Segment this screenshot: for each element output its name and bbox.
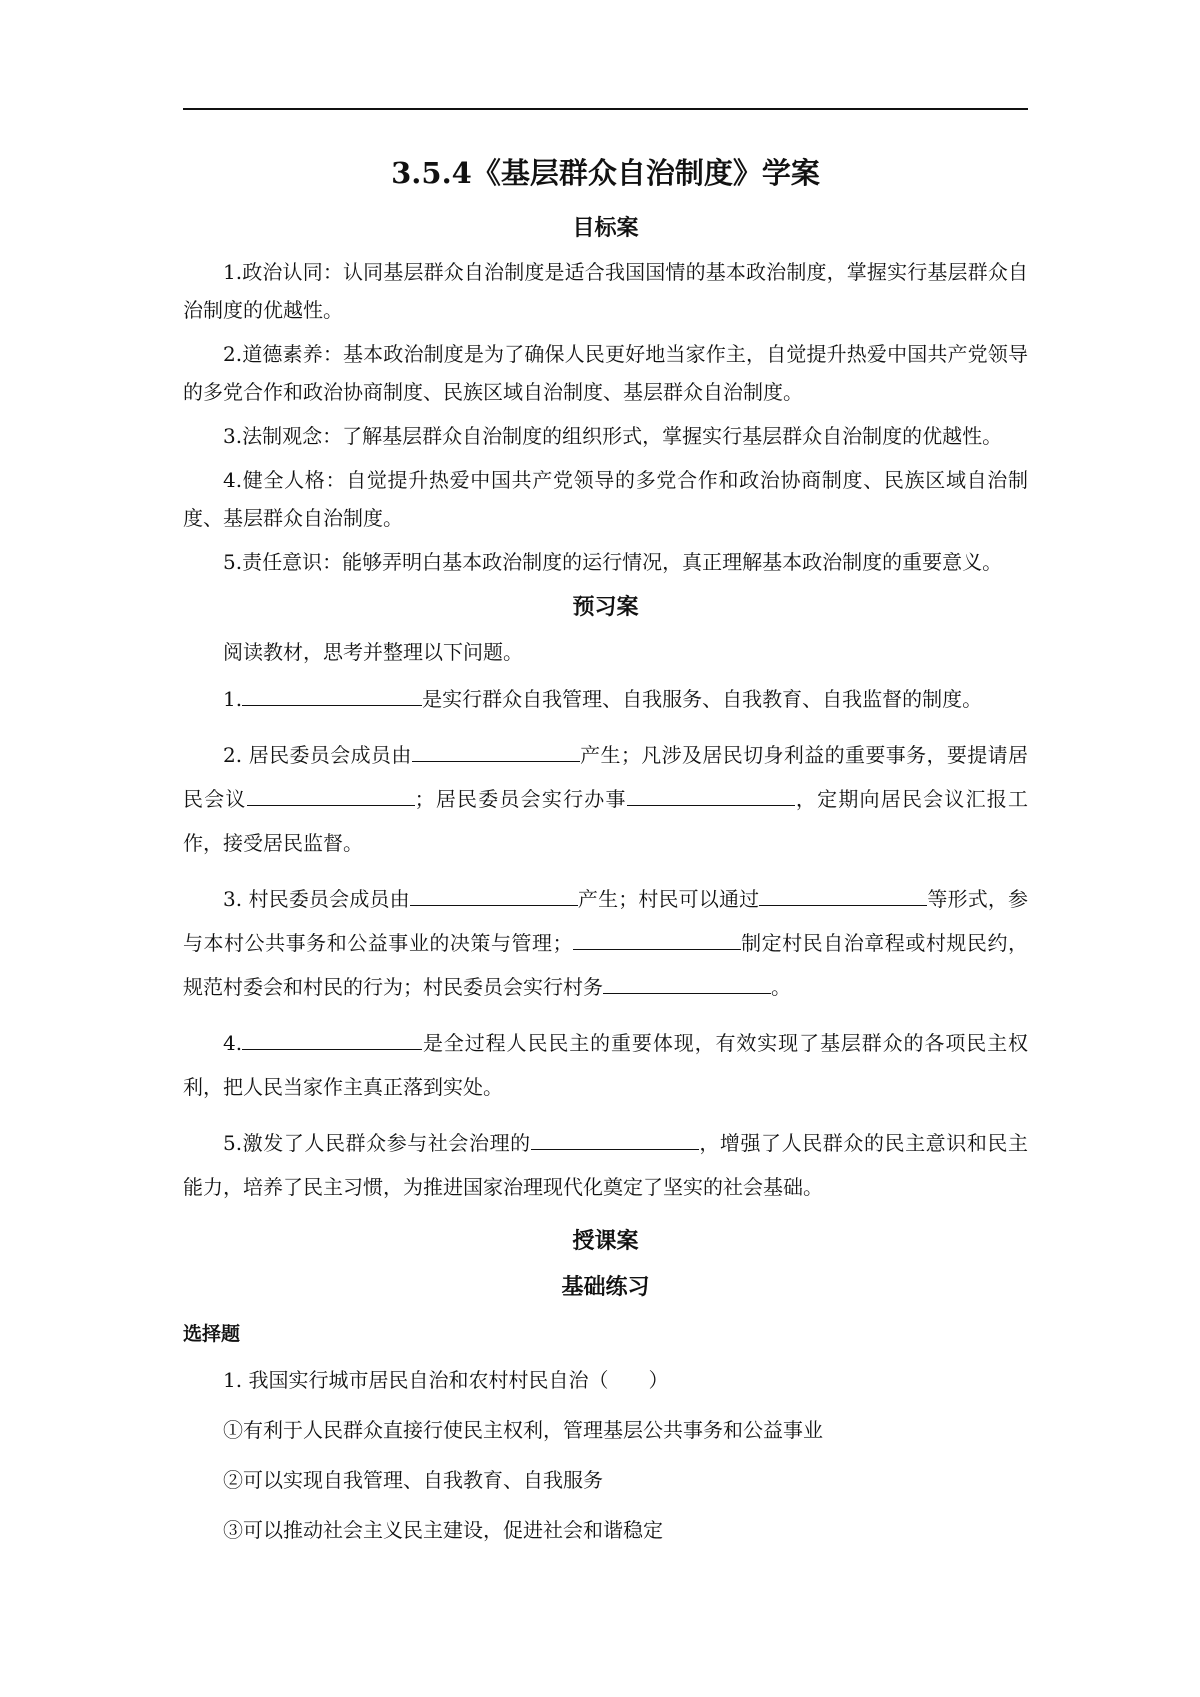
preview-question-5 xyxy=(183,1121,1028,1209)
goal-item: 4.健全人格：自觉提升热爱中国共产党领导的多党合作和政治协商制度、民族区域自治制度、基层群众自治制度。 xyxy=(183,468,1028,531)
goal-item: 3.法制观念：了解基层群众自治制度的组织形式，掌握实行基层群众自治制度的优越性。 xyxy=(223,424,1003,449)
preview-question-3 xyxy=(183,877,1028,1009)
question-text: ，增强了人民群众的民主意识和民主能力，培养了民主习惯，为推进国家治理现代化奠定了坚实的社会基础。 xyxy=(183,1131,1028,1200)
preview-intro: 阅读教材，思考并整理以下问题。 xyxy=(223,640,523,665)
choice-option: ②可以实现自我管理、自我教育、自我服务 xyxy=(223,1467,603,1492)
preview-question-2 xyxy=(183,733,1028,865)
fill-in-blank[interactable] xyxy=(531,1128,699,1150)
fill-in-blank[interactable] xyxy=(603,972,771,994)
fill-in-blank[interactable] xyxy=(242,1028,422,1050)
question-text: ，定期向居民会议汇报工作，接受居民监督。 xyxy=(183,787,1029,856)
goal-item: 1.政治认同：认同基层群众自治制度是适合我国国情的基本政治制度，掌握实行基层群众自治制度的优越性。 xyxy=(183,260,1028,323)
preview-section-heading: 预习案 xyxy=(572,594,639,621)
fill-in-blank[interactable] xyxy=(410,884,578,906)
choice-question-stem: 1. 我国实行城市居民自治和农村村民自治（ ） xyxy=(223,1367,669,1392)
question-text: 产生；村民可以通过 xyxy=(577,887,760,912)
preview-question-1 xyxy=(183,677,1028,721)
question-text: ；居民委员会实行办事 xyxy=(414,787,627,812)
question-text: 4. xyxy=(223,1031,243,1056)
goal-section-heading: 目标案 xyxy=(572,214,639,241)
basic-practice-heading: 基础练习 xyxy=(561,1273,650,1300)
fill-in-blank[interactable] xyxy=(242,684,422,706)
question-text: 等形式，参与本村公共事务和公益事业的决策与管理； xyxy=(183,887,1029,956)
question-text: 产生；凡涉及居民切身利益的重要事务，要提请居民会议 xyxy=(183,743,1028,812)
lesson-section-heading: 授课案 xyxy=(572,1228,639,1255)
choice-option: ③可以推动社会主义民主建设，促进社会和谐稳定 xyxy=(223,1517,663,1542)
question-text: 制定村民自治章程或村规民约，规范村委会和村民的行为；村民委员会实行村务 xyxy=(183,931,1028,1000)
fill-in-blank[interactable] xyxy=(573,928,741,950)
fill-in-blank[interactable] xyxy=(412,740,580,762)
goal-item: 5.责任意识：能够弄明白基本政治制度的运行情况，真正理解基本政治制度的重要意义。 xyxy=(223,550,1003,575)
document-title: 3.5.4《基层群众自治制度》学案 xyxy=(391,156,820,190)
question-text: 。 xyxy=(771,975,791,1000)
question-text: 5.激发了人民群众参与社会治理的 xyxy=(223,1131,531,1156)
question-type-label: 选择题 xyxy=(183,1322,241,1345)
question-text: 1. xyxy=(223,687,243,712)
question-text: 3. 村民委员会成员由 xyxy=(223,887,410,912)
header-rule xyxy=(183,108,1028,110)
goal-item: 2.道德素养：基本政治制度是为了确保人民更好地当家作主，自觉提升热爱中国共产党领导的多党合作和政治协商制度、民族区域自治制度、基层群众自治制度。 xyxy=(183,342,1028,405)
preview-question-4 xyxy=(183,1021,1028,1109)
choice-option: ①有利于人民群众直接行使民主权利，管理基层公共事务和公益事业 xyxy=(223,1417,823,1442)
question-text: 2. 居民委员会成员由 xyxy=(223,743,412,768)
question-text: 是全过程人民民主的重要体现，有效实现了基层群众的各项民主权利，把人民当家作主真正落到实处。 xyxy=(183,1031,1028,1100)
question-text: 是实行群众自我管理、自我服务、自我教育、自我监督的制度。 xyxy=(422,687,983,712)
document-body xyxy=(183,152,1028,1559)
fill-in-blank[interactable] xyxy=(759,884,927,906)
fill-in-blank[interactable] xyxy=(247,784,415,806)
fill-in-blank[interactable] xyxy=(627,784,795,806)
